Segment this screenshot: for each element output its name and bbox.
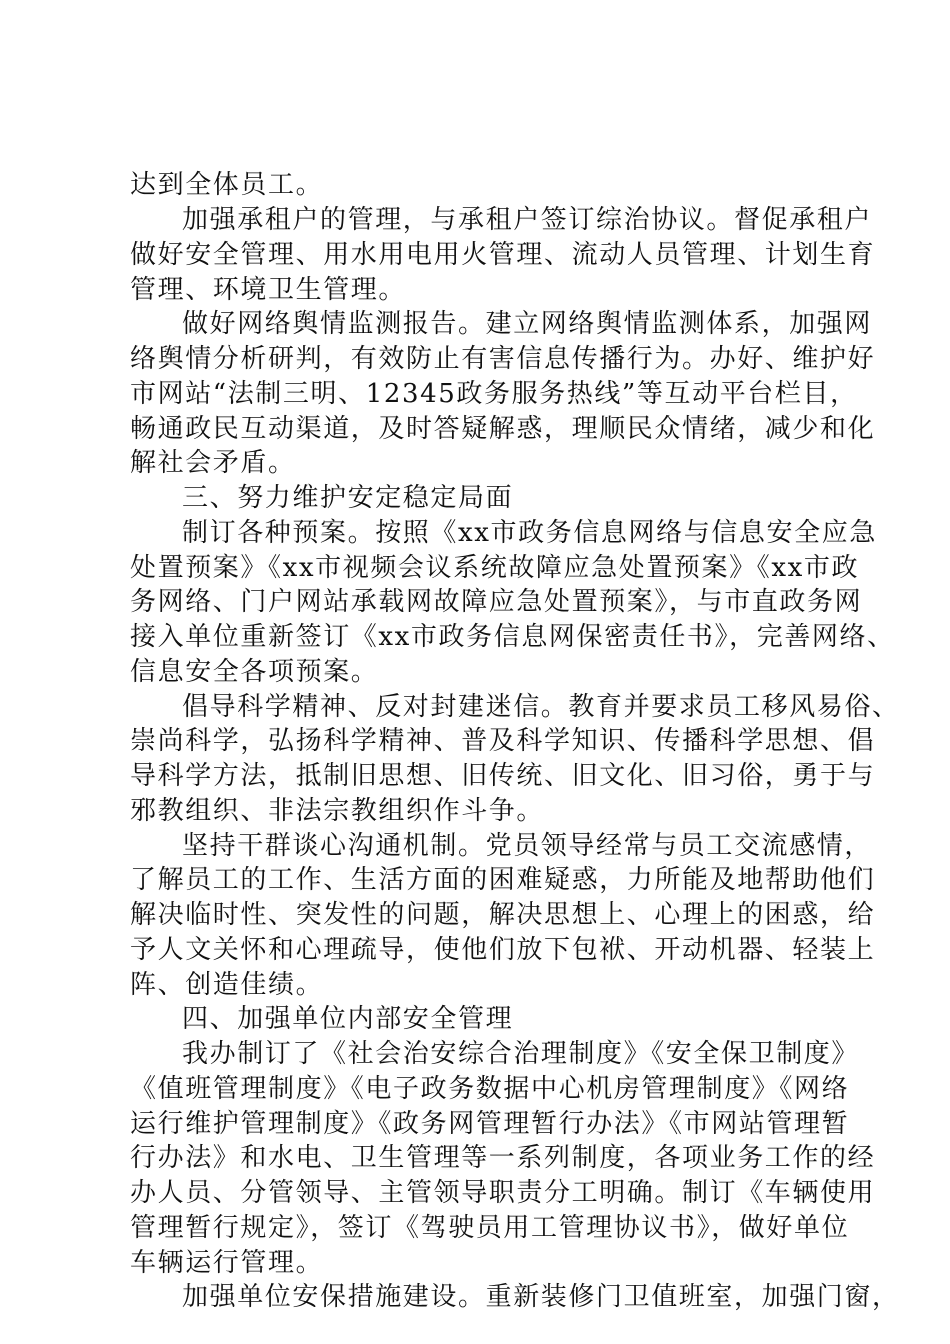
text-line: 车辆运行管理。	[130, 1248, 324, 1278]
paragraph-start: 坚持干群谈心沟通机制。党员领导经常与员工交流感情，	[182, 831, 873, 861]
text-line: 行办法》和水电、卫生管理等一系列制度，各项业务工作的经	[130, 1143, 876, 1173]
text-line: 解社会矛盾。	[130, 448, 296, 478]
text-line: 信息安全各项预案。	[130, 657, 379, 687]
text-line: 务网络、门户网站承载网故障应急处置预案》，与市直政务网	[130, 587, 863, 617]
paragraph-start: 制订各种预案。按照《xx市政务信息网络与信息安全应急	[182, 518, 877, 548]
text-line: 导科学方法，抵制旧思想、旧传统、旧文化、旧习俗，勇于与	[130, 761, 876, 791]
text-line: 《值班管理制度》《电子政务数据中心机房管理制度》《网络	[130, 1074, 850, 1104]
text-line: 予人文关怀和心理疏导，使他们放下包袱、开动机器、轻装上	[130, 935, 876, 965]
text-line: 管理、环境卫生管理。	[130, 275, 407, 305]
text-line: 处置预案》《xx市视频会议系统故障应急处置预案》《xx市政	[130, 553, 860, 583]
text-line: 阵、创造佳绩。	[130, 970, 324, 1000]
text-line: 了解员工的工作、生活方面的困难疑惑，力所能及地帮助他们	[130, 865, 876, 895]
section-heading: 四、加强单位内部安全管理	[182, 1004, 514, 1034]
paragraph-start: 做好网络舆情监测报告。建立网络舆情监测体系，加强网	[182, 309, 873, 339]
text-line: 崇尚科学，弘扬科学精神、普及科学知识、传播科学思想、倡	[130, 726, 876, 756]
text-line: 解决临时性、突发性的问题，解决思想上、心理上的困惑，给	[130, 900, 876, 930]
paragraph-start: 加强单位安保措施建设。重新装修门卫值班室，加强门窗，	[182, 1282, 900, 1312]
text-line: 运行维护管理制度》《政务网管理暂行办法》《市网站管理暂	[130, 1109, 850, 1139]
paragraph-start: 倡导科学精神、反对封建迷信。教育并要求员工移风易俗、	[182, 692, 900, 722]
text-line: 邪教组织、非法宗教组织作斗争。	[130, 796, 545, 826]
text-line: 接入单位重新签订《xx市政务信息网保密责任书》，完善网络、	[130, 622, 895, 652]
text-line: 市网站“法制三明、12345政务服务热线”等互动平台栏目，	[130, 379, 858, 409]
text-line: 畅通政民互动渠道，及时答疑解惑，理顺民众情绪，减少和化	[130, 414, 876, 444]
text-line: 办人员、分管领导、主管领导职责分工明确。制订《车辆使用	[130, 1178, 876, 1208]
text-line: 做好安全管理、用水用电用火管理、流动人员管理、计划生育	[130, 240, 876, 270]
paragraph-start: 加强承租户的管理，与承租户签订综治协议。督促承租户	[182, 205, 873, 235]
section-heading: 三、努力维护安定稳定局面	[182, 483, 514, 513]
text-line: 达到全体员工。	[130, 170, 324, 200]
text-line: 管理暂行规定》，签订《驾驶员用工管理协议书》，做好单位	[130, 1213, 850, 1243]
paragraph-start: 我办制订了《社会治安综合治理制度》《安全保卫制度》	[182, 1039, 860, 1069]
text-line: 络舆情分析研判，有效防止有害信息传播行为。办好、维护好	[130, 344, 876, 374]
